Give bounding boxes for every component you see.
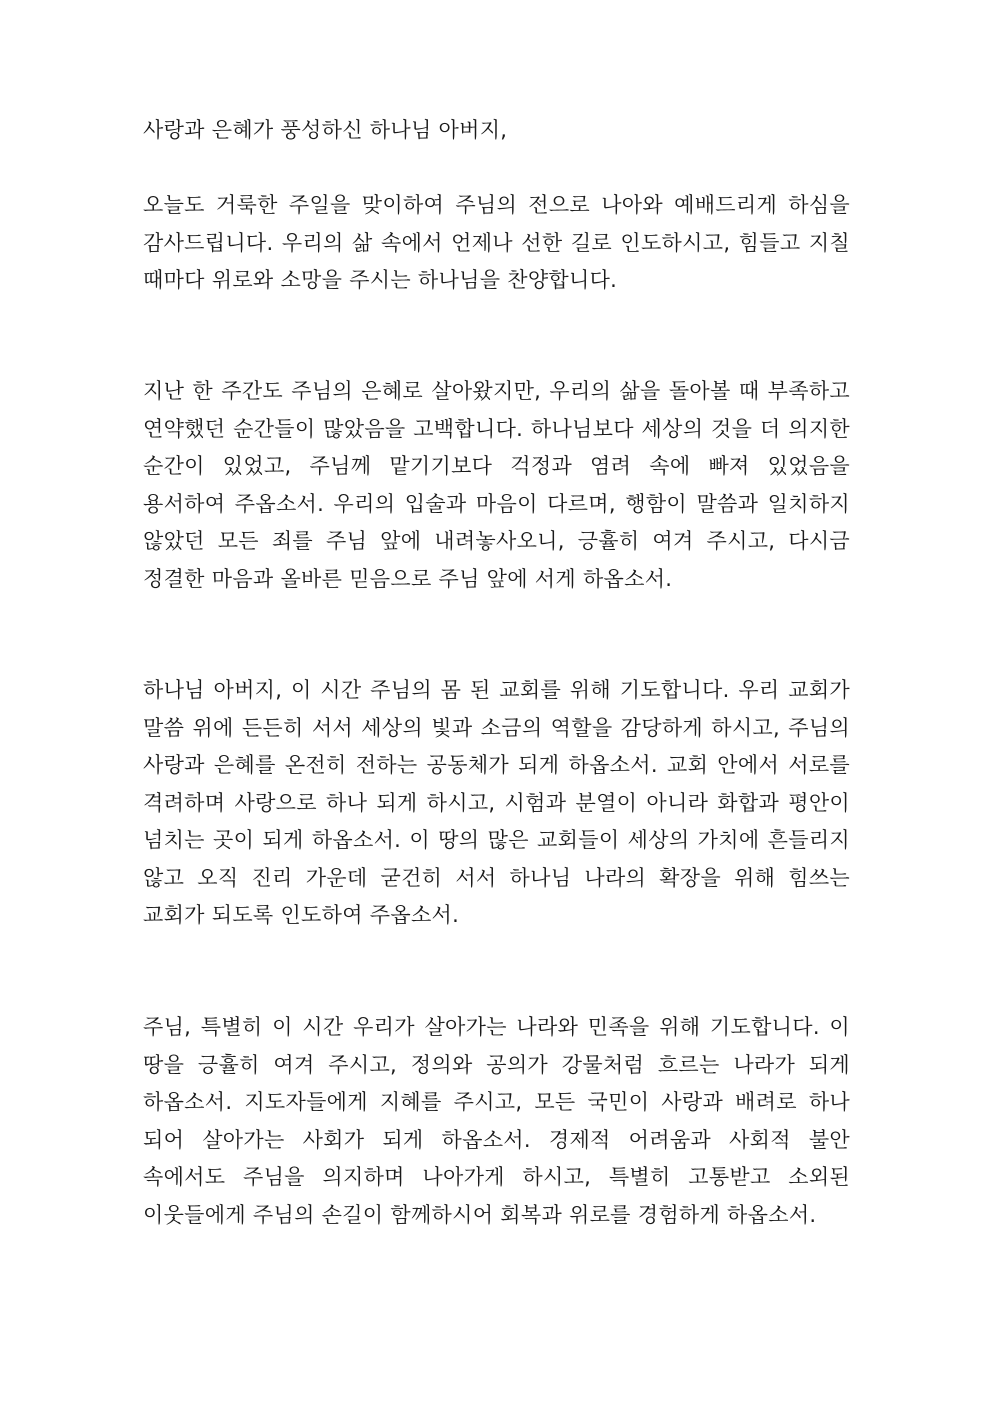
greeting-line: 사랑과 은혜가 풍성하신 하나님 아버지, bbox=[143, 118, 508, 142]
paragraph-church: 하나님 아버지, 이 시간 주님의 몸 된 교회를 위해 기도합니다. 우리 교회가 말씀 위에 든든히 서서 세상의 빛과 소금의 역할을 감당하게 하시고, 주님의 사랑과 은혜를 온전히 전하는 공동체가 되게 하옵소서. 교회 안에서 서로를 격려하며 사랑으로 하나 되게 하시고, 시험과 분열이 아니라 화합과 평안이 넘치는 곳이 되게 하옵소서. 이 땅의 많은 교회들이 세상의 가치에 흔들리지 않고 오직 진리 가운데 굳건히 서서 하나님 나라의 확장을 위해 힘쓰는 교회가 되도록 인도하여 주옵소서. bbox=[143, 678, 850, 927]
paragraph-nation: 주님, 특별히 이 시간 우리가 살아가는 나라와 민족을 위해 기도합니다. 이 땅을 긍휼히 여겨 주시고, 정의와 공의가 강물처럼 흐르는 나라가 되게 하옵소서. 지도자들에게 지혜를 주시고, 모든 국민이 사랑과 배려로 하나 되어 살아가는 사회가 되게 하옵소서. 경제적 어려움과 사회적 불안 속에서도 주님을 의지하며 나아가게 하시고, 특별히 고통받고 소외된 이웃들에게 주님의 손길이 함께하시어 회복과 위로를 경험하게 하옵소서. bbox=[143, 1015, 850, 1227]
paragraph-confession: 지난 한 주간도 주님의 은혜로 살아왔지만, 우리의 삶을 돌아볼 때 부족하고 연약했던 순간들이 많았음을 고백합니다. 하나님보다 세상의 것을 더 의지한 순간이 있었고, 주님께 맡기기보다 걱정과 염려 속에 빠져 있었음을 용서하여 주옵소서. 우리의 입술과 마음이 다르며, 행함이 말씀과 일치하지 않았던 모든 죄를 주님 앞에 내려놓사오니, 긍휼히 여겨 주시고, 다시금 정결한 마음과 올바른 믿음으로 주님 앞에 서게 하옵소서. bbox=[143, 379, 850, 591]
paragraph-thanksgiving: 오늘도 거룩한 주일을 맞이하여 주님의 전으로 나아와 예배드리게 하심을 감사드립니다. 우리의 삶 속에서 언제나 선한 길로 인도하시고, 힘들고 지칠 때마다 위로와 소망을 주시는 하나님을 찬양합니다. bbox=[143, 193, 850, 292]
